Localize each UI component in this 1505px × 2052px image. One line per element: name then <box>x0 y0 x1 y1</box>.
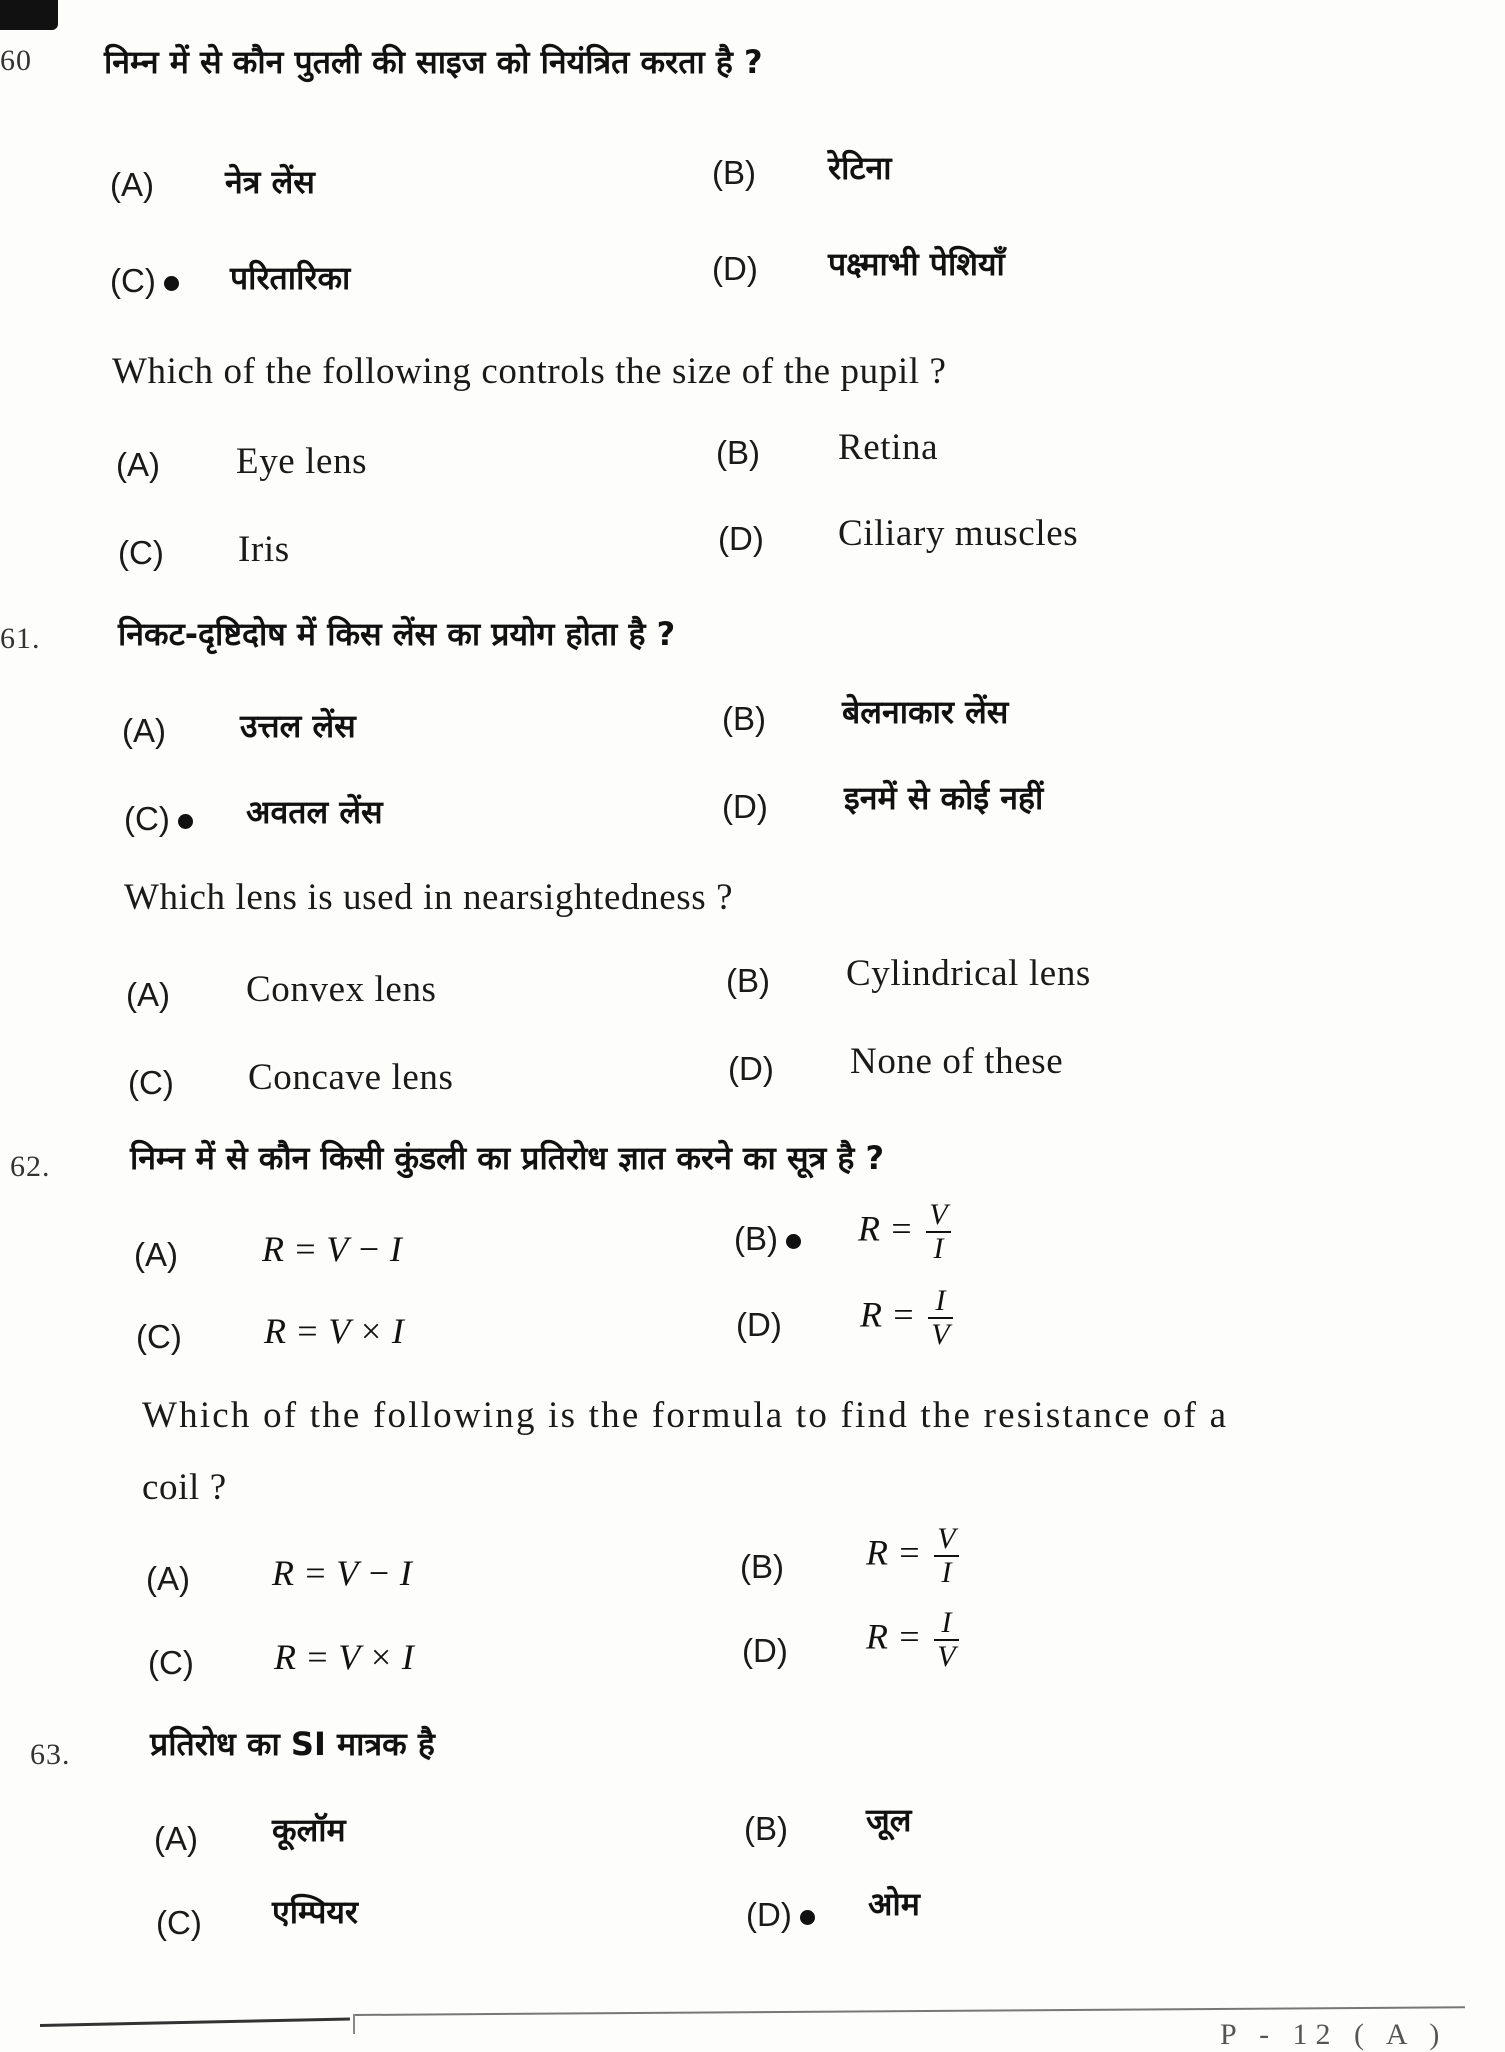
marked-option <box>110 262 179 300</box>
option-label: (D) <box>742 1632 788 1669</box>
option-label: (D) <box>712 250 758 287</box>
question-number: 63. <box>30 1738 71 1771</box>
question-text-english: Which of the following is the formula to find the resistance of a <box>142 1395 1229 1436</box>
option-label: (B) <box>740 1548 784 1585</box>
option-label: (C) <box>124 800 170 837</box>
option-text: Retina <box>838 427 939 468</box>
answer-mark-dot <box>800 1910 815 1925</box>
fraction: $\frac{I}{V}$ <box>928 1286 952 1350</box>
marked-option <box>734 1220 801 1258</box>
option-label: (A) <box>110 166 154 203</box>
option-text: नेत्र लेंस <box>225 163 315 201</box>
question-number: 61. <box>0 622 41 655</box>
option-label: (D) <box>722 788 768 825</box>
formula: R = V − I <box>262 1229 402 1269</box>
option-label: (B) <box>744 1810 788 1847</box>
footer-divider <box>353 2014 355 2034</box>
footer-rule-left <box>40 2018 350 2027</box>
option-label: (D) <box>718 520 764 557</box>
option-label: (B) <box>716 434 760 471</box>
question-text-hindi: निम्न में से कौन किसी कुंडली का प्रतिरोध ज्ञात करने का सूत्र है ? <box>130 1139 885 1177</box>
option-label: (D) <box>746 1896 792 1933</box>
formula: R = $\frac{I}{V}$ <box>860 1286 953 1350</box>
option-label: (A) <box>126 976 170 1013</box>
question-text-hindi: निम्न में से कौन पुतली की साइज को नियंत्रित करता है ? <box>104 43 763 81</box>
option-label: (D) <box>728 1050 774 1087</box>
option-label: (C) <box>118 534 164 571</box>
option-text: कूलॉम <box>272 1811 346 1849</box>
option-label: (A) <box>154 1820 198 1857</box>
option-text: अवतल लेंस <box>246 793 383 831</box>
option-label: (C) <box>148 1644 194 1681</box>
question-text-hindi: निकट-दृष्टिदोष में किस लेंस का प्रयोग होता है ? <box>118 615 676 653</box>
marked-option <box>124 800 193 838</box>
option-text: ओम <box>868 1885 920 1923</box>
question-number: 60 <box>0 44 32 77</box>
page-corner-marker <box>0 0 58 30</box>
option-label: (C) <box>110 262 156 299</box>
option-label: (A) <box>122 712 166 749</box>
option-label: (B) <box>722 700 766 737</box>
formula: R = $\frac{V}{I}$ <box>866 1524 959 1588</box>
option-text: एम्पियर <box>272 1893 359 1931</box>
question-text-english: Which of the following controls the size of the pupil ? <box>112 351 947 392</box>
option-text: Eye lens <box>236 441 368 482</box>
fraction: $\frac{V}{I}$ <box>934 1524 958 1588</box>
footer-rule-right <box>355 2006 1465 2016</box>
option-text: जूल <box>866 1801 912 1839</box>
answer-mark-dot <box>178 814 193 829</box>
answer-mark-dot <box>164 276 179 291</box>
option-text: उत्तल लेंस <box>240 707 356 745</box>
answer-mark-dot <box>786 1234 801 1249</box>
option-label: (D) <box>736 1306 782 1343</box>
option-text: इनमें से कोई नहीं <box>844 779 1044 817</box>
formula: R = V × I <box>264 1311 404 1351</box>
option-label: (C) <box>156 1904 202 1941</box>
option-label: (C) <box>128 1064 174 1101</box>
option-text: Iris <box>238 529 290 570</box>
option-text: None of these <box>850 1041 1064 1082</box>
option-label: (A) <box>116 446 160 483</box>
option-text: पक्ष्माभी पेशियाँ <box>828 245 1005 283</box>
option-label: (A) <box>146 1560 190 1597</box>
option-label: (A) <box>134 1236 178 1273</box>
question-number: 62. <box>10 1150 51 1183</box>
page-reference: P - 12 ( A ) <box>1220 2018 1448 2051</box>
option-text: बेलनाकार लेंस <box>842 693 1009 731</box>
option-label: (C) <box>136 1318 182 1355</box>
formula: R = $\frac{V}{I}$ <box>858 1200 951 1264</box>
question-text-hindi: प्रतिरोध का SI मात्रक है <box>150 1725 435 1763</box>
option-text: परितारिका <box>230 259 351 297</box>
option-label: (B) <box>726 962 770 999</box>
formula: R = V × I <box>274 1637 414 1677</box>
option-text: Concave lens <box>248 1057 454 1098</box>
question-text-english: Which lens is used in nearsightedness ? <box>124 877 734 918</box>
option-text: Cylindrical lens <box>846 953 1091 994</box>
option-text: Convex lens <box>246 969 437 1010</box>
fraction: $\frac{V}{I}$ <box>926 1200 950 1264</box>
option-label: (B) <box>712 154 756 191</box>
option-label: (B) <box>734 1220 778 1257</box>
marked-option <box>746 1896 815 1934</box>
question-text-english-cont: coil ? <box>142 1467 227 1508</box>
formula: R = $\frac{I}{V}$ <box>866 1608 959 1672</box>
option-text: रेटिना <box>828 149 892 187</box>
formula: R = V − I <box>272 1553 412 1593</box>
option-text: Ciliary muscles <box>838 513 1079 554</box>
fraction: $\frac{I}{V}$ <box>934 1608 958 1672</box>
